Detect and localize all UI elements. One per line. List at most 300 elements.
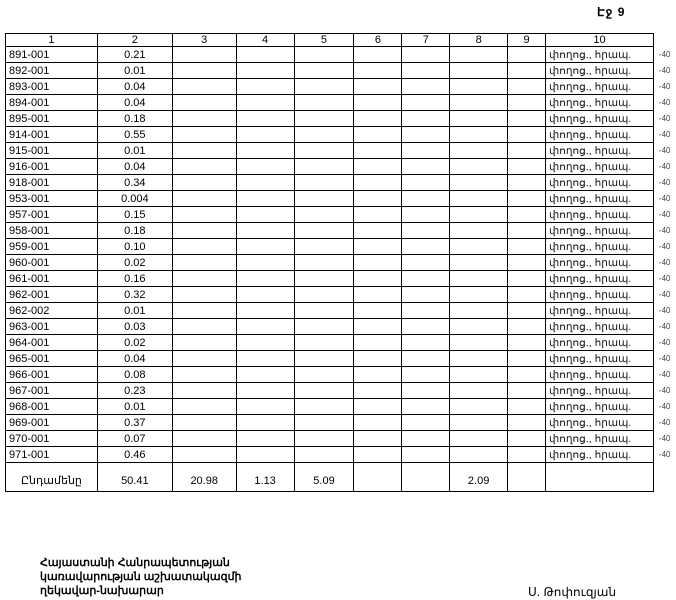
row-note: փողոց., հրապ. — [545, 415, 653, 431]
table-row — [6, 127, 676, 143]
empty-cell — [354, 447, 402, 463]
empty-cell — [508, 223, 546, 239]
row-code: 892-001 — [6, 63, 98, 79]
column-header-4: 4 — [236, 34, 294, 47]
empty-cell — [294, 127, 354, 143]
empty-cell — [402, 47, 450, 63]
handwritten-margin-mark: -40 — [658, 242, 671, 251]
empty-cell — [294, 415, 354, 431]
empty-cell — [294, 223, 354, 239]
empty-cell — [450, 239, 508, 255]
row-value: 0.02 — [97, 335, 172, 351]
handwritten-margin-mark: -40 — [658, 226, 671, 235]
empty-cell — [294, 447, 354, 463]
empty-cell — [354, 207, 402, 223]
empty-cell — [450, 95, 508, 111]
handwritten-margin-mark: -40 — [658, 370, 671, 379]
empty-cell — [402, 367, 450, 383]
empty-cell — [508, 79, 546, 95]
empty-cell — [294, 207, 354, 223]
empty-cell — [172, 367, 236, 383]
total-value-col3: 20.98 — [172, 463, 236, 492]
handwritten-margin-mark: -40 — [658, 210, 671, 219]
row-note: փողոց., հրապ. — [545, 63, 653, 79]
column-header-3: 3 — [172, 34, 236, 47]
empty-cell — [354, 271, 402, 287]
handwritten-margin-mark: -40 — [658, 354, 671, 363]
empty-cell — [294, 367, 354, 383]
empty-cell — [402, 143, 450, 159]
empty-cell — [450, 63, 508, 79]
handwritten-margin-mark: -40 — [658, 402, 671, 411]
empty-cell — [236, 223, 294, 239]
empty-cell — [294, 255, 354, 271]
empty-cell — [508, 47, 546, 63]
footer-line-2: կառավարության աշխատակազմի — [40, 571, 242, 583]
empty-cell — [354, 191, 402, 207]
empty-cell — [172, 319, 236, 335]
empty-cell — [172, 95, 236, 111]
handwritten-margin-mark: -40 — [658, 98, 671, 107]
empty-cell — [236, 191, 294, 207]
empty-cell — [354, 63, 402, 79]
empty-cell — [172, 287, 236, 303]
empty-cell — [450, 399, 508, 415]
empty-cell — [236, 271, 294, 287]
row-value: 0.55 — [97, 127, 172, 143]
row-value: 0.21 — [97, 47, 172, 63]
table-row — [6, 63, 676, 79]
empty-cell — [508, 431, 546, 447]
handwritten-margin-mark: -40 — [658, 66, 671, 75]
row-code: 971-001 — [6, 447, 98, 463]
row-value: 0.04 — [97, 159, 172, 175]
empty-cell — [450, 175, 508, 191]
total-value-col2: 50.41 — [97, 463, 172, 492]
empty-cell — [172, 191, 236, 207]
empty-cell — [294, 191, 354, 207]
handwritten-margin-mark: -40 — [658, 290, 671, 299]
empty-cell — [294, 399, 354, 415]
empty-cell — [508, 143, 546, 159]
table-row — [6, 111, 676, 127]
empty-cell — [508, 271, 546, 287]
empty-cell — [402, 335, 450, 351]
empty-cell — [236, 335, 294, 351]
empty-cell — [172, 79, 236, 95]
empty-cell — [236, 175, 294, 191]
row-code: 958-001 — [6, 223, 98, 239]
empty-cell — [236, 319, 294, 335]
table-row — [6, 447, 676, 463]
empty-cell — [294, 159, 354, 175]
empty-cell — [354, 255, 402, 271]
row-note: փողոց., հրապ. — [545, 159, 653, 175]
table-row — [6, 47, 676, 63]
row-value: 0.01 — [97, 399, 172, 415]
empty-cell — [508, 191, 546, 207]
empty-cell — [294, 319, 354, 335]
total-row — [6, 463, 676, 492]
handwritten-margin-mark: -40 — [658, 322, 671, 331]
empty-cell — [450, 79, 508, 95]
row-code: 891-001 — [6, 47, 98, 63]
empty-cell — [172, 399, 236, 415]
empty-cell — [236, 111, 294, 127]
empty-cell — [294, 351, 354, 367]
empty-cell — [354, 223, 402, 239]
table-row — [6, 95, 676, 111]
empty-cell — [508, 399, 546, 415]
row-note: փողոց., հրապ. — [545, 239, 653, 255]
empty-cell — [236, 159, 294, 175]
table-row — [6, 319, 676, 335]
table-row — [6, 271, 676, 287]
table-row — [6, 223, 676, 239]
empty-cell — [508, 239, 546, 255]
empty-cell — [236, 239, 294, 255]
empty-cell — [172, 335, 236, 351]
handwritten-margin-mark: -40 — [658, 434, 671, 443]
empty-cell — [508, 111, 546, 127]
row-code: 962-002 — [6, 303, 98, 319]
column-header-7: 7 — [402, 34, 450, 47]
column-header-10: 10 — [545, 34, 653, 47]
row-note: փողոց., հրապ. — [545, 79, 653, 95]
empty-cell — [354, 111, 402, 127]
empty-cell — [450, 111, 508, 127]
empty-cell — [354, 383, 402, 399]
total-label: Ընդամենը — [6, 463, 98, 492]
row-value: 0.16 — [97, 271, 172, 287]
handwritten-margin-mark: -40 — [658, 178, 671, 187]
column-header-8: 8 — [450, 34, 508, 47]
empty-cell — [172, 255, 236, 271]
row-value: 0.32 — [97, 287, 172, 303]
empty-cell — [236, 143, 294, 159]
empty-cell — [172, 223, 236, 239]
handwritten-margin-mark: -40 — [658, 306, 671, 315]
empty-cell — [294, 63, 354, 79]
row-note: փողոց., հրապ. — [545, 191, 653, 207]
empty-cell — [402, 159, 450, 175]
empty-cell — [236, 447, 294, 463]
handwritten-margin-mark: -40 — [658, 386, 671, 395]
table-row — [6, 367, 676, 383]
empty-cell — [172, 271, 236, 287]
empty-cell — [450, 207, 508, 223]
empty-cell — [508, 159, 546, 175]
empty-cell — [508, 255, 546, 271]
empty-cell — [450, 127, 508, 143]
handwritten-margin-mark: -40 — [658, 146, 671, 155]
empty-cell — [402, 95, 450, 111]
empty-cell — [294, 239, 354, 255]
empty-cell — [172, 351, 236, 367]
empty-cell — [402, 191, 450, 207]
table-row — [6, 399, 676, 415]
empty-cell — [508, 463, 546, 492]
empty-cell — [236, 399, 294, 415]
empty-cell — [508, 383, 546, 399]
empty-cell — [354, 399, 402, 415]
row-value: 0.04 — [97, 95, 172, 111]
empty-cell — [236, 127, 294, 143]
empty-cell — [172, 383, 236, 399]
row-value: 0.03 — [97, 319, 172, 335]
empty-cell — [402, 319, 450, 335]
empty-cell — [172, 159, 236, 175]
signatory-name: Ս. Թոփուզյան — [528, 585, 617, 599]
total-value-col4: 1.13 — [236, 463, 294, 492]
row-code: 960-001 — [6, 255, 98, 271]
row-code: 894-001 — [6, 95, 98, 111]
empty-cell — [172, 111, 236, 127]
empty-cell — [236, 415, 294, 431]
empty-cell — [294, 335, 354, 351]
total-value-col5: 5.09 — [294, 463, 354, 492]
table-row — [6, 143, 676, 159]
row-code: 893-001 — [6, 79, 98, 95]
empty-cell — [402, 111, 450, 127]
empty-cell — [450, 287, 508, 303]
handwritten-margin-mark: -40 — [658, 418, 671, 427]
margin-spacer — [653, 34, 675, 47]
empty-cell — [236, 63, 294, 79]
row-code: 970-001 — [6, 431, 98, 447]
handwritten-margin-mark: -40 — [658, 130, 671, 139]
row-code: 953-001 — [6, 191, 98, 207]
empty-cell — [294, 271, 354, 287]
row-note: փողոց., հրապ. — [545, 367, 653, 383]
empty-cell — [172, 63, 236, 79]
empty-cell — [450, 159, 508, 175]
empty-cell — [294, 383, 354, 399]
empty-cell — [450, 351, 508, 367]
empty-cell — [402, 287, 450, 303]
table-row — [6, 191, 676, 207]
row-code: 915-001 — [6, 143, 98, 159]
empty-cell — [508, 175, 546, 191]
empty-cell — [294, 111, 354, 127]
empty-cell — [450, 255, 508, 271]
empty-cell — [236, 207, 294, 223]
empty-cell — [402, 175, 450, 191]
row-note: փողոց., հրապ. — [545, 431, 653, 447]
empty-cell — [354, 127, 402, 143]
empty-cell — [450, 271, 508, 287]
empty-cell — [354, 303, 402, 319]
handwritten-margin-mark: -40 — [658, 194, 671, 203]
empty-cell — [236, 47, 294, 63]
empty-cell — [354, 175, 402, 191]
empty-cell — [450, 303, 508, 319]
table-row — [6, 287, 676, 303]
empty-cell — [354, 431, 402, 447]
empty-cell — [236, 383, 294, 399]
row-note: փողոց., հրապ. — [545, 111, 653, 127]
empty-cell — [236, 79, 294, 95]
empty-cell — [172, 127, 236, 143]
row-code: 964-001 — [6, 335, 98, 351]
table-row — [6, 431, 676, 447]
empty-cell — [354, 415, 402, 431]
row-note: փողոց., հրապ. — [545, 447, 653, 463]
table-row — [6, 79, 676, 95]
row-code: 966-001 — [6, 367, 98, 383]
empty-cell — [354, 335, 402, 351]
column-header-2: 2 — [97, 34, 172, 47]
row-code: 914-001 — [6, 127, 98, 143]
row-note: փողոց., հրապ. — [545, 143, 653, 159]
empty-cell — [354, 239, 402, 255]
empty-cell — [354, 351, 402, 367]
empty-cell — [508, 335, 546, 351]
row-note: փողոց., հրապ. — [545, 255, 653, 271]
empty-cell — [236, 95, 294, 111]
empty-cell — [172, 447, 236, 463]
table-footer — [6, 463, 676, 492]
table-row — [6, 335, 676, 351]
row-note: փողոց., հրապ. — [545, 95, 653, 111]
empty-cell — [450, 47, 508, 63]
empty-cell — [402, 207, 450, 223]
row-note: փողոց., հրապ. — [545, 175, 653, 191]
empty-cell — [172, 303, 236, 319]
page-number: Էջ 9 — [597, 5, 626, 19]
table-row — [6, 351, 676, 367]
empty-cell — [172, 47, 236, 63]
empty-cell — [294, 303, 354, 319]
empty-cell — [354, 47, 402, 63]
table-row — [6, 175, 676, 191]
handwritten-margin-mark: -40 — [658, 50, 671, 59]
empty-cell — [402, 399, 450, 415]
empty-cell — [236, 287, 294, 303]
empty-cell — [402, 79, 450, 95]
row-note: փողոց., հրապ. — [545, 399, 653, 415]
empty-cell — [508, 415, 546, 431]
empty-cell — [508, 303, 546, 319]
footer-signatory-title — [40, 556, 242, 598]
row-value: 0.23 — [97, 383, 172, 399]
margin-spacer — [653, 463, 675, 492]
empty-cell — [450, 447, 508, 463]
handwritten-margin-mark: -40 — [658, 338, 671, 347]
table-row — [6, 255, 676, 271]
empty-cell — [402, 383, 450, 399]
row-value: 0.004 — [97, 191, 172, 207]
empty-cell — [236, 255, 294, 271]
empty-cell — [508, 287, 546, 303]
empty-cell — [294, 175, 354, 191]
empty-cell — [402, 255, 450, 271]
row-code: 967-001 — [6, 383, 98, 399]
empty-cell — [450, 143, 508, 159]
row-value: 0.18 — [97, 223, 172, 239]
empty-cell — [236, 303, 294, 319]
empty-cell — [508, 351, 546, 367]
handwritten-margin-mark: -40 — [658, 162, 671, 171]
row-value: 0.07 — [97, 431, 172, 447]
row-note: փողոց., հրապ. — [545, 223, 653, 239]
row-note: փողոց., հրապ. — [545, 47, 653, 63]
row-code: 959-001 — [6, 239, 98, 255]
empty-cell — [354, 463, 402, 492]
row-value: 0.01 — [97, 303, 172, 319]
handwritten-margin-mark: -40 — [658, 258, 671, 267]
column-header-6: 6 — [354, 34, 402, 47]
row-note: փողոց., հրապ. — [545, 207, 653, 223]
empty-cell — [354, 367, 402, 383]
row-code: 962-001 — [6, 287, 98, 303]
empty-cell — [402, 127, 450, 143]
table-row — [6, 303, 676, 319]
row-code: 969-001 — [6, 415, 98, 431]
empty-cell — [402, 63, 450, 79]
column-header-9: 9 — [508, 34, 546, 47]
table-row — [6, 159, 676, 175]
total-value-col8: 2.09 — [450, 463, 508, 492]
row-code: 965-001 — [6, 351, 98, 367]
row-note: փողոց., հրապ. — [545, 271, 653, 287]
handwritten-margin-mark: -40 — [658, 450, 671, 459]
empty-cell — [450, 319, 508, 335]
empty-cell — [508, 319, 546, 335]
table-row — [6, 239, 676, 255]
row-note: փողոց., հրապ. — [545, 287, 653, 303]
empty-cell — [402, 431, 450, 447]
data-table — [5, 33, 676, 492]
empty-cell — [236, 431, 294, 447]
empty-cell — [402, 351, 450, 367]
footer-line-3: ղեկավար-նախարար — [40, 585, 164, 597]
empty-cell — [402, 463, 450, 492]
empty-cell — [354, 319, 402, 335]
row-code: 968-001 — [6, 399, 98, 415]
empty-cell — [236, 367, 294, 383]
empty-cell — [402, 415, 450, 431]
empty-cell — [354, 95, 402, 111]
empty-cell — [508, 207, 546, 223]
row-note: փողոց., հրապ. — [545, 383, 653, 399]
empty-cell — [172, 415, 236, 431]
table-row — [6, 207, 676, 223]
row-value: 0.02 — [97, 255, 172, 271]
row-code: 895-001 — [6, 111, 98, 127]
empty-cell — [294, 79, 354, 95]
empty-cell — [354, 79, 402, 95]
empty-cell — [402, 239, 450, 255]
empty-cell — [294, 287, 354, 303]
row-value: 0.37 — [97, 415, 172, 431]
empty-cell — [450, 367, 508, 383]
empty-cell — [450, 383, 508, 399]
empty-cell — [402, 447, 450, 463]
row-code: 963-001 — [6, 319, 98, 335]
row-value: 0.04 — [97, 351, 172, 367]
empty-cell — [294, 95, 354, 111]
empty-cell — [294, 47, 354, 63]
row-value: 0.46 — [97, 447, 172, 463]
empty-cell — [450, 335, 508, 351]
row-code: 957-001 — [6, 207, 98, 223]
handwritten-margin-mark: -40 — [658, 114, 671, 123]
row-note: փողոց., հրապ. — [545, 303, 653, 319]
row-code: 918-001 — [6, 175, 98, 191]
empty-cell — [294, 143, 354, 159]
handwritten-margin-mark: -40 — [658, 274, 671, 283]
